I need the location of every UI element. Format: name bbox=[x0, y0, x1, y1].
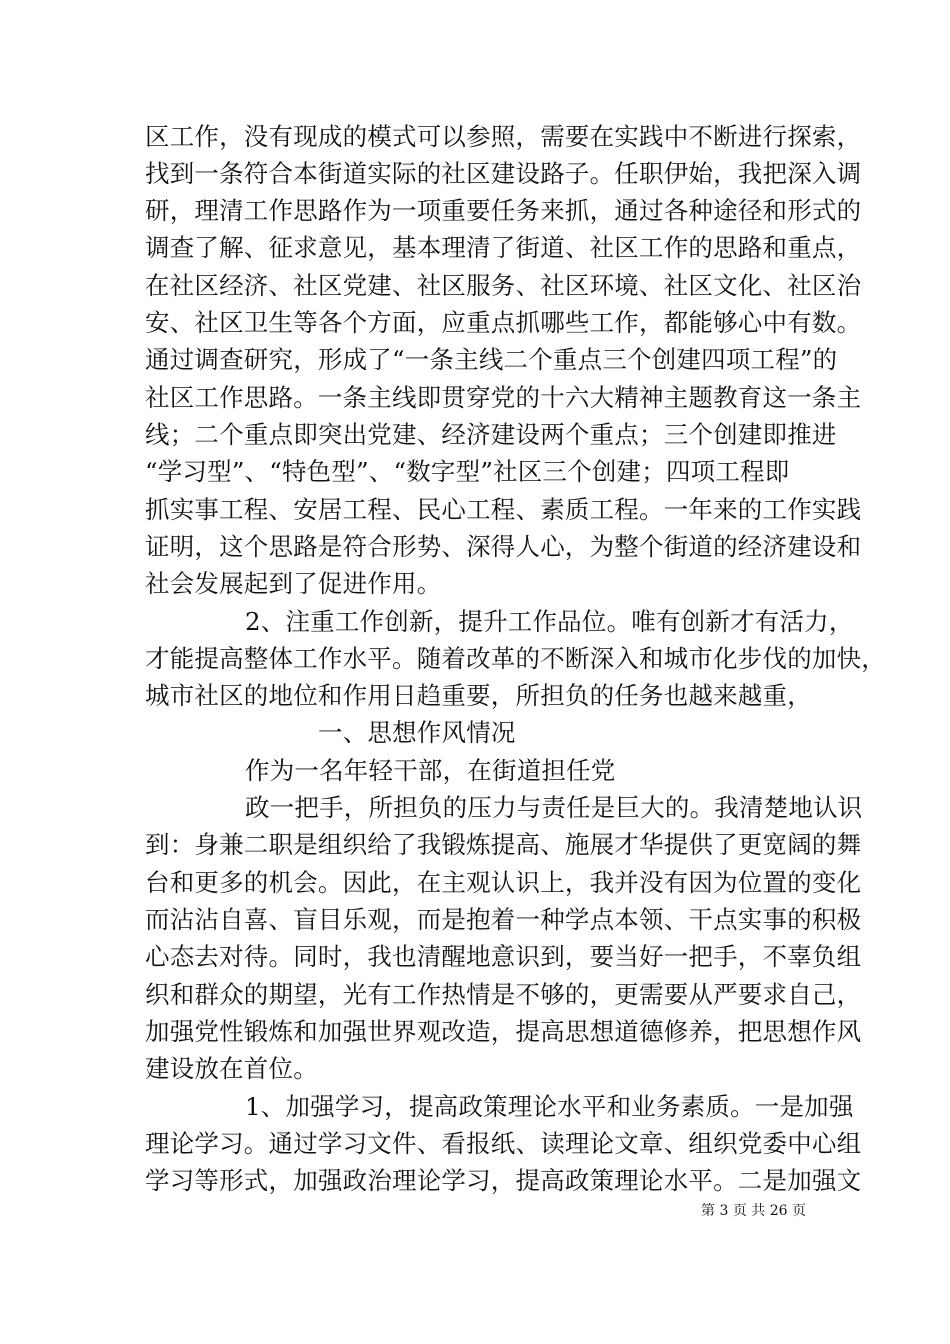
paragraph-line: 心态去对待。同时，我也清醒地意识到，要当好一把手，不辜负组 bbox=[145, 942, 862, 971]
paragraph-line: 安、社区卫生等各个方面，应重点抓哪些工作，都能够心中有数。 bbox=[145, 308, 862, 337]
paragraph-line: “学习型”、“特色型”、“数字型”社区三个创建；四项工程即 bbox=[145, 457, 790, 486]
paragraph-line: 台和更多的机会。因此，在主观认识上，我并没有因为位置的变化 bbox=[145, 868, 862, 897]
paragraph-line: 在社区经济、社区党建、社区服务、社区环境、社区文化、社区治 bbox=[145, 271, 862, 300]
paragraph-line: 抓实事工程、安居工程、民心工程、素质工程。一年来的工作实践 bbox=[145, 495, 862, 524]
paragraph-line: 而沾沾自喜、盲目乐观，而是抱着一种学点本领、干点实事的积极 bbox=[145, 905, 862, 934]
section-heading: 一、思想作风情况 bbox=[318, 718, 516, 747]
paragraph-line: 建设放在首位。 bbox=[145, 1054, 318, 1083]
paragraph-line: 研，理清工作思路作为一项重要任务来抓，通过各种途径和形式的 bbox=[145, 196, 862, 225]
paragraph-line: 通过调查研究，形成了“一条主线二个重点三个创建四项工程”的 bbox=[145, 345, 838, 374]
page-number-footer: 第 3 页 共 26 页 bbox=[701, 1203, 806, 1219]
paragraph-line: 线；二个重点即突出党建、经济建设两个重点；三个创建即推进 bbox=[145, 420, 837, 449]
paragraph-line: 才能提高整体工作水平。随着改革的不断深入和城市化步伐的加快， bbox=[145, 644, 886, 673]
paragraph-line: 调查了解、征求意见，基本理清了街道、社区工作的思路和重点， bbox=[145, 233, 862, 262]
paragraph-line: 作为一名年轻干部，在街道担任党 bbox=[245, 756, 616, 785]
paragraph-line: 城市社区的地位和作用日趋重要，所担负的任务也越来越重， bbox=[145, 681, 812, 710]
paragraph-line: 学习等形式，加强政治理论学习，提高政策理论水平。二是加强文 bbox=[145, 1166, 862, 1195]
paragraph-line: 织和群众的期望，光有工作热情是不够的，更需要从严要求自己， bbox=[145, 980, 862, 1009]
paragraph-line: 区工作，没有现成的模式可以参照，需要在实践中不断进行探索， bbox=[145, 122, 862, 151]
paragraph-line: 1、加强学习，提高政策理论水平和业务素质。一是加强 bbox=[245, 1092, 854, 1121]
paragraph-line: 理论学习。通过学习文件、看报纸、读理论文章、组织党委中心组 bbox=[145, 1129, 862, 1158]
paragraph-line: 2、注重工作创新，提升工作品位。唯有创新才有活力， bbox=[245, 607, 854, 636]
paragraph-line: 社区工作思路。一条主线即贯穿党的十六大精神主题教育这一条主 bbox=[145, 383, 862, 412]
paragraph-line: 到：身兼二职是组织给了我锻炼提高、施展才华提供了更宽阔的舞 bbox=[145, 830, 862, 859]
paragraph-line: 找到一条符合本街道实际的社区建设路子。任职伊始，我把深入调 bbox=[145, 159, 862, 188]
paragraph-line: 加强党性锻炼和加强世界观改造，提高思想道德修养，把思想作风 bbox=[145, 1017, 862, 1046]
paragraph-line: 证明，这个思路是符合形势、深得人心，为整个街道的经济建设和 bbox=[145, 532, 862, 561]
paragraph-line: 政一把手，所担负的压力与责任是巨大的。我清楚地认识 bbox=[245, 793, 863, 822]
paragraph-line: 社会发展起到了促进作用。 bbox=[145, 569, 442, 598]
